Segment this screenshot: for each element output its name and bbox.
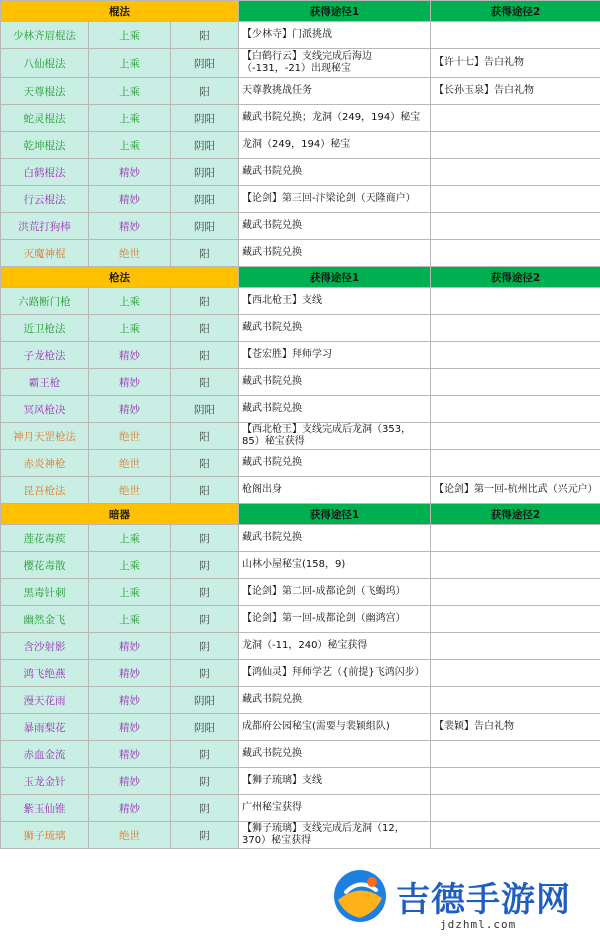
table-row bbox=[1, 240, 600, 267]
skill-attribute: 阴阳 bbox=[171, 714, 239, 741]
source2-cell bbox=[431, 396, 600, 423]
table-row bbox=[1, 660, 600, 687]
source1-cell: 藏武书院兑换 bbox=[239, 687, 431, 714]
source1-cell: 藏武书院兑换 bbox=[239, 525, 431, 552]
table-row bbox=[1, 105, 600, 132]
section-title: 暗器 bbox=[1, 504, 239, 525]
source2-cell bbox=[431, 342, 600, 369]
skill-name: 子龙枪法 bbox=[1, 342, 89, 369]
skill-attribute: 阴 bbox=[171, 525, 239, 552]
source1-cell: 藏武书院兑换 bbox=[239, 240, 431, 267]
skill-grade: 精妙 bbox=[89, 633, 171, 660]
table-row bbox=[1, 606, 600, 633]
source2-cell: 【裴颖】告白礼物 bbox=[431, 714, 600, 741]
skill-attribute: 阳 bbox=[171, 315, 239, 342]
source2-cell bbox=[431, 288, 600, 315]
skill-grade: 绝世 bbox=[89, 822, 171, 849]
source1-cell: 【论剑】第一回-成都论剑（幽鸿宫） bbox=[239, 606, 431, 633]
source1-cell: 【西北枪王】支线完成后龙洞（353，85）秘宝获得 bbox=[239, 423, 431, 450]
skill-name: 白鹤棍法 bbox=[1, 159, 89, 186]
skill-grade: 上乘 bbox=[89, 22, 171, 49]
table-row bbox=[1, 423, 600, 450]
source1-cell: 枪阁出身 bbox=[239, 477, 431, 504]
skill-attribute: 阴 bbox=[171, 768, 239, 795]
skill-grade: 绝世 bbox=[89, 477, 171, 504]
source1-cell: 广州秘宝获得 bbox=[239, 795, 431, 822]
table-row bbox=[1, 78, 600, 105]
source1-cell: 龙洞（249，194）秘宝 bbox=[239, 132, 431, 159]
source2-cell bbox=[431, 741, 600, 768]
table-row bbox=[1, 714, 600, 741]
section-header-row bbox=[1, 1, 600, 22]
skill-name: 樱花毒散 bbox=[1, 552, 89, 579]
source2-cell bbox=[431, 525, 600, 552]
skill-name: 少林齐眉棍法 bbox=[1, 22, 89, 49]
skill-attribute: 阳 bbox=[171, 423, 239, 450]
skill-grade: 上乘 bbox=[89, 315, 171, 342]
skill-attribute: 阳 bbox=[171, 288, 239, 315]
skill-name: 乾坤棍法 bbox=[1, 132, 89, 159]
source2-header: 获得途径2 bbox=[431, 267, 600, 288]
skill-attribute: 阴阳 bbox=[171, 132, 239, 159]
table-row bbox=[1, 213, 600, 240]
source2-cell: 【许十七】告白礼物 bbox=[431, 49, 600, 78]
skill-name: 黑毒针刺 bbox=[1, 579, 89, 606]
skill-attribute: 阴 bbox=[171, 552, 239, 579]
skill-grade: 精妙 bbox=[89, 159, 171, 186]
skill-grade: 上乘 bbox=[89, 288, 171, 315]
source1-header: 获得途径1 bbox=[239, 267, 431, 288]
source2-cell bbox=[431, 579, 600, 606]
source1-header: 获得途径1 bbox=[239, 1, 431, 22]
source2-cell bbox=[431, 22, 600, 49]
skill-name: 漫天花雨 bbox=[1, 687, 89, 714]
table-row bbox=[1, 369, 600, 396]
source1-cell: 【鸿仙灵】拜师学艺（{前提}飞鸿闪步） bbox=[239, 660, 431, 687]
table-row bbox=[1, 687, 600, 714]
skill-attribute: 阳 bbox=[171, 450, 239, 477]
source1-header: 获得途径1 bbox=[239, 504, 431, 525]
source1-cell: 藏武书院兑换 bbox=[239, 213, 431, 240]
skill-grade: 精妙 bbox=[89, 342, 171, 369]
source1-cell: 成都府公园秘宝(需要与裴颖组队) bbox=[239, 714, 431, 741]
skill-attribute: 阴 bbox=[171, 822, 239, 849]
source1-cell: 龙洞（-11，240）秘宝获得 bbox=[239, 633, 431, 660]
table-row bbox=[1, 315, 600, 342]
skill-name: 六路断门枪 bbox=[1, 288, 89, 315]
skill-grade: 上乘 bbox=[89, 132, 171, 159]
source2-cell bbox=[431, 768, 600, 795]
skill-grade: 精妙 bbox=[89, 186, 171, 213]
skill-attribute: 阳 bbox=[171, 477, 239, 504]
skill-name: 含沙射影 bbox=[1, 633, 89, 660]
skill-attribute: 阴阳 bbox=[171, 105, 239, 132]
source1-cell: 【白鹤行云】支线完成后海边（-131，-21）出现秘宝 bbox=[239, 49, 431, 78]
watermark bbox=[330, 862, 592, 934]
skill-grade: 精妙 bbox=[89, 768, 171, 795]
skill-name: 神月天罡枪法 bbox=[1, 423, 89, 450]
source2-cell bbox=[431, 822, 600, 849]
table-row bbox=[1, 741, 600, 768]
skill-grade: 精妙 bbox=[89, 369, 171, 396]
skill-name: 霸王枪 bbox=[1, 369, 89, 396]
source1-cell: 【少林寺】门派挑战 bbox=[239, 22, 431, 49]
source2-cell bbox=[431, 186, 600, 213]
table-row bbox=[1, 768, 600, 795]
source1-cell: 藏武书院兑换 bbox=[239, 315, 431, 342]
skill-grade: 上乘 bbox=[89, 552, 171, 579]
table-row bbox=[1, 396, 600, 423]
skill-grade: 上乘 bbox=[89, 525, 171, 552]
skill-name: 赤血金流 bbox=[1, 741, 89, 768]
skill-grade: 上乘 bbox=[89, 606, 171, 633]
source2-cell bbox=[431, 450, 600, 477]
source2-cell bbox=[431, 552, 600, 579]
source1-cell: 藏武书院兑换 bbox=[239, 159, 431, 186]
table-row bbox=[1, 342, 600, 369]
source1-cell: 藏武书院兑换 bbox=[239, 396, 431, 423]
table-row bbox=[1, 633, 600, 660]
source1-cell: 【论剑】第三回-汴梁论剑（天隆商户） bbox=[239, 186, 431, 213]
skill-name: 莲花毒蒺 bbox=[1, 525, 89, 552]
skill-name: 昆吾枪法 bbox=[1, 477, 89, 504]
skill-name: 幽然金飞 bbox=[1, 606, 89, 633]
table-row bbox=[1, 477, 600, 504]
skill-grade: 精妙 bbox=[89, 660, 171, 687]
source1-cell: 藏武书院兑换 bbox=[239, 369, 431, 396]
table-row bbox=[1, 186, 600, 213]
skill-name: 玉龙金针 bbox=[1, 768, 89, 795]
source2-cell bbox=[431, 660, 600, 687]
source2-cell bbox=[431, 795, 600, 822]
source1-cell: 【西北枪王】支线 bbox=[239, 288, 431, 315]
skill-name: 狮子琉璃 bbox=[1, 822, 89, 849]
skill-name: 蛇灵棍法 bbox=[1, 105, 89, 132]
table-row bbox=[1, 795, 600, 822]
source2-cell bbox=[431, 105, 600, 132]
skill-name: 天尊棍法 bbox=[1, 78, 89, 105]
skill-attribute: 阴 bbox=[171, 660, 239, 687]
skill-name: 八仙棍法 bbox=[1, 49, 89, 78]
source1-cell: 藏武书院兑换 bbox=[239, 741, 431, 768]
skill-attribute: 阴阳 bbox=[171, 186, 239, 213]
skill-attribute: 阴 bbox=[171, 795, 239, 822]
skill-name: 赤炎神枪 bbox=[1, 450, 89, 477]
source2-cell bbox=[431, 687, 600, 714]
source2-cell bbox=[431, 159, 600, 186]
skill-name: 洪荒打狗棒 bbox=[1, 213, 89, 240]
skill-grade: 绝世 bbox=[89, 240, 171, 267]
skill-name: 紫玉仙锥 bbox=[1, 795, 89, 822]
table-row bbox=[1, 22, 600, 49]
section-header-row bbox=[1, 267, 600, 288]
skill-grade: 上乘 bbox=[89, 49, 171, 78]
source1-cell: 【论剑】第二回-成都论剑（飞蝎坞） bbox=[239, 579, 431, 606]
table-row bbox=[1, 49, 600, 78]
skill-grade: 精妙 bbox=[89, 396, 171, 423]
skill-grade: 上乘 bbox=[89, 105, 171, 132]
source2-cell bbox=[431, 132, 600, 159]
skill-attribute: 阳 bbox=[171, 22, 239, 49]
source1-cell: 【狮子琉璃】支线 bbox=[239, 768, 431, 795]
skill-grade: 绝世 bbox=[89, 423, 171, 450]
skill-attribute: 阴 bbox=[171, 579, 239, 606]
source2-cell bbox=[431, 633, 600, 660]
source1-cell: 藏武书院兑换；龙洞（249，194）秘宝 bbox=[239, 105, 431, 132]
skill-name: 冥风枪决 bbox=[1, 396, 89, 423]
watermark-text: 吉德手游网 bbox=[396, 880, 571, 920]
skill-grade: 精妙 bbox=[89, 714, 171, 741]
skill-name: 暴雨梨花 bbox=[1, 714, 89, 741]
table-row bbox=[1, 450, 600, 477]
skill-grade: 绝世 bbox=[89, 450, 171, 477]
source2-cell: 【论剑】第一回-杭州比武（兴元户） bbox=[431, 477, 600, 504]
skill-grade: 精妙 bbox=[89, 687, 171, 714]
skill-grade: 精妙 bbox=[89, 213, 171, 240]
skill-grade: 精妙 bbox=[89, 795, 171, 822]
skill-grade: 精妙 bbox=[89, 741, 171, 768]
skill-attribute: 阴 bbox=[171, 606, 239, 633]
source2-cell bbox=[431, 315, 600, 342]
source2-cell bbox=[431, 606, 600, 633]
skill-attribute: 阴阳 bbox=[171, 159, 239, 186]
table-row bbox=[1, 822, 600, 849]
section-title: 棍法 bbox=[1, 1, 239, 22]
table-row bbox=[1, 579, 600, 606]
source1-cell: 【狮子琉璃】支线完成后龙洞（12，370）秘宝获得 bbox=[239, 822, 431, 849]
skill-attribute: 阴 bbox=[171, 741, 239, 768]
skill-name: 近卫枪法 bbox=[1, 315, 89, 342]
source2-cell bbox=[431, 213, 600, 240]
skill-attribute: 阴阳 bbox=[171, 213, 239, 240]
source2-header: 获得途径2 bbox=[431, 504, 600, 525]
skill-attribute: 阴阳 bbox=[171, 49, 239, 78]
skill-attribute: 阳 bbox=[171, 78, 239, 105]
table-row bbox=[1, 288, 600, 315]
source1-cell: 【苍宏胜】拜师学习 bbox=[239, 342, 431, 369]
source2-cell bbox=[431, 240, 600, 267]
table-row bbox=[1, 132, 600, 159]
section-title: 枪法 bbox=[1, 267, 239, 288]
skill-name: 灭魔神棍 bbox=[1, 240, 89, 267]
source2-cell bbox=[431, 369, 600, 396]
table-row bbox=[1, 159, 600, 186]
skill-attribute: 阳 bbox=[171, 240, 239, 267]
skill-attribute: 阳 bbox=[171, 369, 239, 396]
source2-header: 获得途径2 bbox=[431, 1, 600, 22]
watermark-logo-icon bbox=[332, 868, 388, 924]
table-row bbox=[1, 552, 600, 579]
source1-cell: 山林小屋秘宝(158，9) bbox=[239, 552, 431, 579]
skill-attribute: 阴阳 bbox=[171, 687, 239, 714]
skill-grade: 上乘 bbox=[89, 579, 171, 606]
skill-attribute: 阴 bbox=[171, 633, 239, 660]
source1-cell: 天尊教挑战任务 bbox=[239, 78, 431, 105]
watermark-url: jdzhml.com bbox=[440, 918, 517, 931]
skill-attribute: 阳 bbox=[171, 342, 239, 369]
table-row bbox=[1, 525, 600, 552]
source1-cell: 藏武书院兑换 bbox=[239, 450, 431, 477]
skill-name: 行云棍法 bbox=[1, 186, 89, 213]
section-header-row bbox=[1, 504, 600, 525]
skill-grade: 上乘 bbox=[89, 78, 171, 105]
source2-cell: 【长孙玉泉】告白礼物 bbox=[431, 78, 600, 105]
skill-name: 鸿飞绝燕 bbox=[1, 660, 89, 687]
skill-attribute: 阴阳 bbox=[171, 396, 239, 423]
source2-cell bbox=[431, 423, 600, 450]
